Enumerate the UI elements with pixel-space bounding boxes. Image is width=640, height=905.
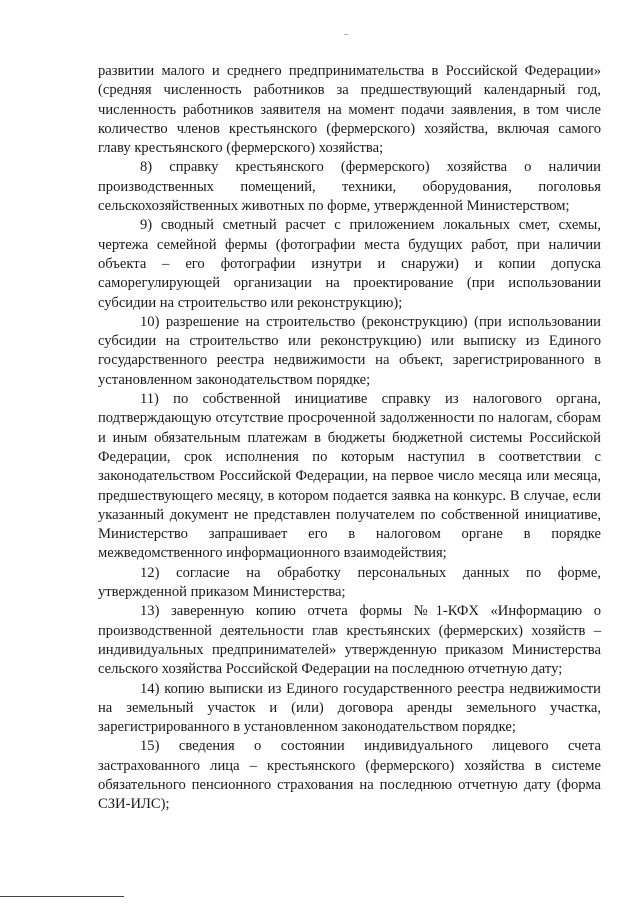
paragraph-item-12: 12) согласие на обработку персональных данных по форме, утвержденной приказом Министерства; <box>98 564 601 601</box>
document-body <box>98 62 601 815</box>
paragraph-item-14: 14) копию выписки из Единого государственного реестра недвижимости на земельный участок и (или) договора аренды земельного участка, зарегистрированного в установленном законодательством порядке; <box>98 680 601 736</box>
paragraph-item-13: 13) заверенную копию отчета формы №1-КФХ «Информацию о производственной деятельности глав крестьянских (фермерских) хозяйств – индивидуальных предпринимателей» утвержденную приказом Министерства сельского хозяйства Российской Федерации на последнюю отчетную дату; <box>98 603 601 678</box>
paragraph-item-11: 11) по собственной инициативе справку из налогового органа, подтверждающую отсутствие просроченной задолженности по налогам, сборам и иным обязательным платежам в бюджеты бюджетной системы Российской Федерации, срок исполнения по которым наступил в соответствии с законодательством Российской Федерации, на первое число месяца или месяца, предшествующего месяцу, в котором подается заявка на конкурс. В случае, если указанный документ не представлен получателем по собственной инициативе, Министерство запрашивает его в налоговом органе в порядке межведомственного информационного взаимодействия; <box>98 391 601 562</box>
paragraph-item-9: 9) сводный сметный расчет с приложением локальных смет, схемы, чертежа семейной фермы (фотографии места будущих работ, при наличии объекта – его фотографии изнутри и снаружи) и копии допуска саморегулирующей организации на проектирование (при использовании субсидии на строительство или реконструкцию); <box>98 217 601 311</box>
paragraph-item-10: 10) разрешение на строительство (реконструкцию) (при использовании субсидии на строительство или реконструкцию) или выписку из Единого государственного реестра недвижимости на объект, зарегистрированного в установленном законодательством порядке; <box>98 313 601 388</box>
paragraph-continuation: развитии малого и среднего предпринимательства в Российской Федерации» (средняя численность работников за предшествующий календарный год, численность работников заявителя на момент подачи заявления, в том числе количество членов крестьянского (фермерского) хозяйства, включая самого главу крестьянского (фермерского) хозяйства; <box>98 63 601 157</box>
paragraph-item-8: 8) справку крестьянского (фермерского) хозяйства о наличии производственных помещений, техники, оборудования, поголовья сельскохозяйственных животных по форме, утвержденной Министерством; <box>98 159 601 215</box>
paragraph-item-15: 15) сведения о состоянии индивидуального лицевого счета застрахованного лица – крестьянского (фермерского) хозяйства в системе обязательного пенсионного страхования на последнюю отчетную дату (форма СЗИ-ИЛС); <box>98 738 601 813</box>
scan-mark <box>344 34 348 35</box>
footer-rule <box>0 896 124 897</box>
